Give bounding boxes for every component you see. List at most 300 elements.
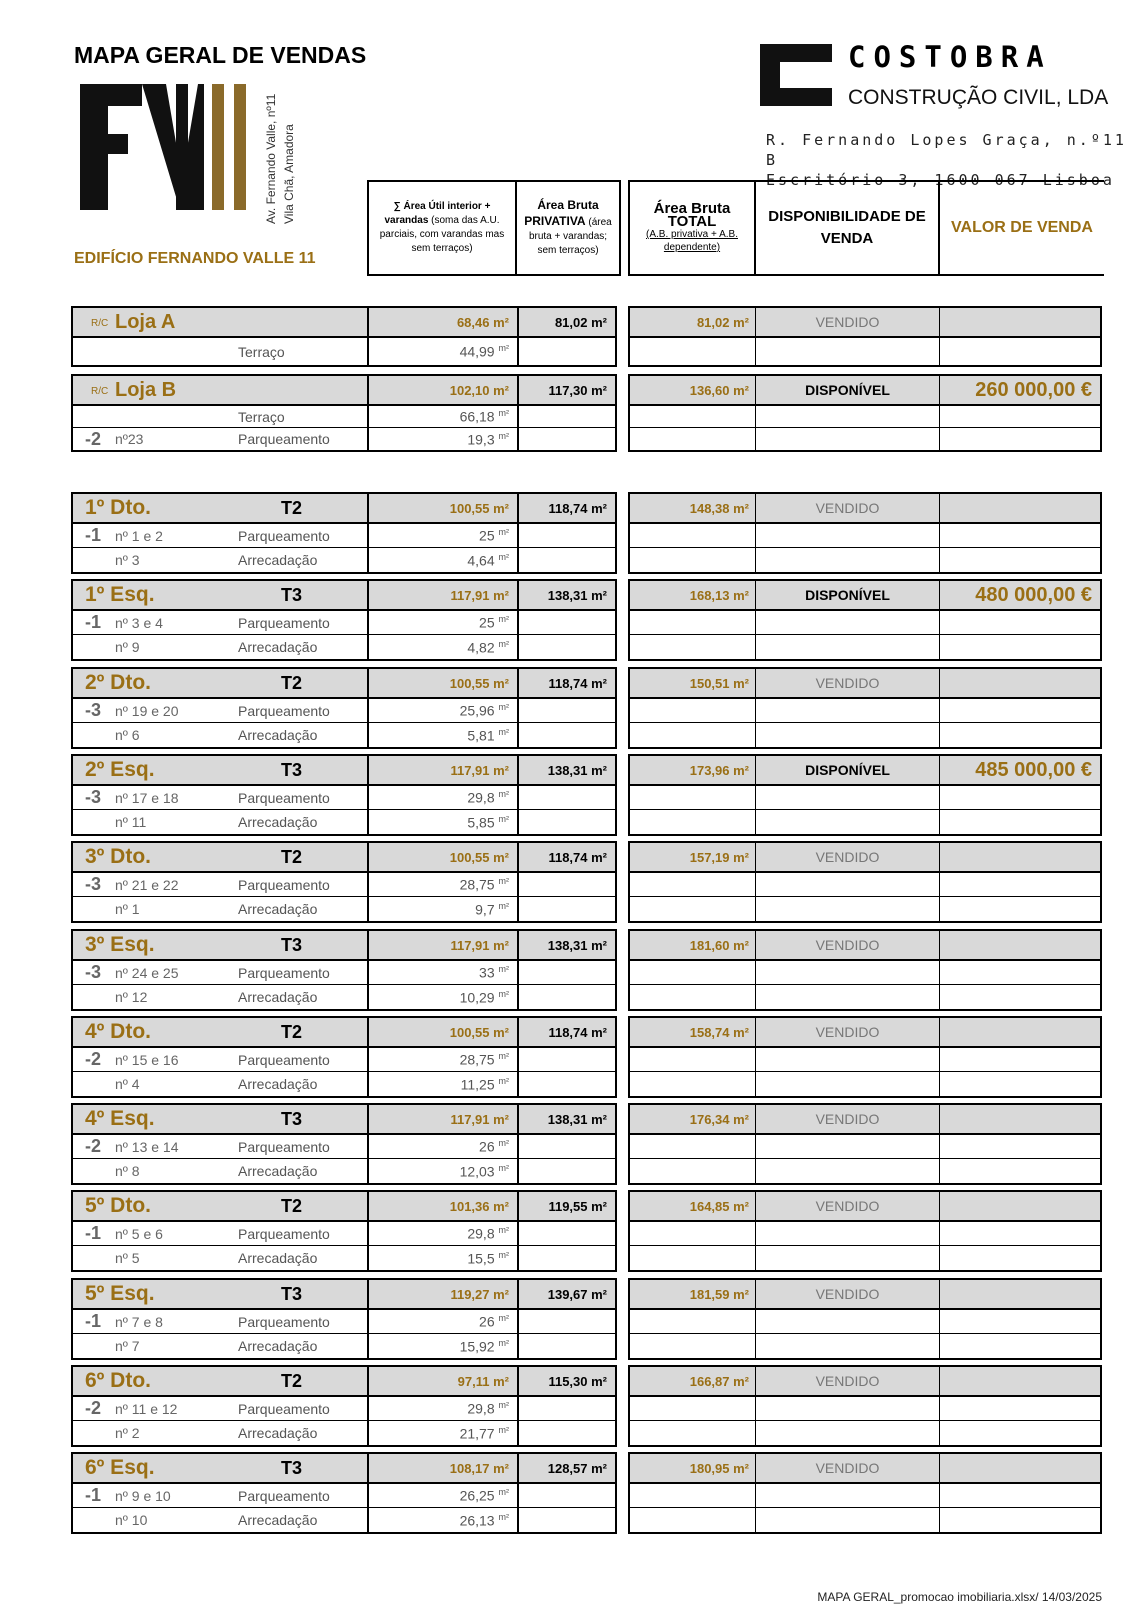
sub-area-value: 11,25 $^{m^2}$ (460, 1075, 509, 1093)
status-cell (756, 931, 940, 959)
place-number: nº 21 e 22 (115, 876, 179, 893)
sub-empty (940, 1159, 1100, 1183)
unit-label (73, 494, 369, 522)
sub-empty (940, 548, 1100, 572)
area-total-value: 180,95 m² (689, 1460, 749, 1476)
sub-label (73, 406, 369, 427)
sub-empty (630, 1048, 756, 1071)
sub-area-value: 28,75 $^{m^2}$ (459, 876, 509, 893)
price-cell (940, 1192, 1100, 1220)
sale-price: 260 000,00 € (975, 378, 1092, 401)
costobra-logo (760, 44, 850, 106)
sub-label (73, 548, 369, 572)
area-util-value: 117,91 m² (450, 587, 509, 603)
place-number: nº 5 e 6 (115, 1225, 163, 1242)
place-number: nº 6 (115, 727, 140, 743)
building-name: EDIFÍCIO FERNANDO VALLE 11 (74, 250, 316, 267)
level-label: -3 (85, 700, 102, 720)
place-type: Arrecadação (238, 727, 318, 743)
col-area-util: ∑ Área Útil interior + varandas (soma das A.U. parciais, com varandas mas sem terraços) (369, 182, 517, 274)
area-util-value: 100,55 m² (449, 849, 509, 865)
unit-typology: T3 (281, 1283, 303, 1304)
sub-area-cell (369, 961, 519, 984)
unit-m2: m² (498, 900, 509, 911)
sub-empty (940, 1048, 1100, 1071)
unit-name: 4º Dto. (85, 1020, 152, 1043)
unit-label (73, 931, 369, 959)
unit-label (73, 308, 369, 336)
area-privativa-value: 138,31 m² (547, 762, 607, 778)
sub-area-cell (369, 1310, 519, 1333)
unit-m2: m² (498, 876, 509, 887)
sub-empty (940, 1310, 1100, 1333)
unit-label (73, 1454, 369, 1482)
sub-empty (630, 1159, 756, 1183)
sub-empty (519, 1159, 615, 1183)
status-cell (756, 581, 940, 609)
place-type: Parqueamento (238, 614, 330, 631)
unit-typology: T2 (281, 497, 303, 518)
place-type: Arrecadação (238, 989, 318, 1005)
sub-empty (940, 1135, 1100, 1158)
place-type: Arrecadação (238, 1076, 318, 1092)
place-number: nº 11 (115, 814, 147, 830)
sub-empty (630, 1421, 756, 1445)
price-cell (940, 756, 1100, 784)
sub-empty (519, 723, 615, 747)
unit-m2: m² (498, 702, 509, 713)
unit-m2: m² (498, 726, 509, 737)
status-badge: VENDIDO (815, 314, 880, 330)
area-total-value: 166,87 m² (689, 1373, 749, 1389)
unit-m2: m² (498, 1424, 509, 1435)
unit-m2: m² (498, 1337, 509, 1348)
sub-empty (630, 611, 756, 634)
unit-typology: T2 (281, 1370, 303, 1391)
place-number: nº 10 (115, 1512, 148, 1528)
company-name: COSTOBRA (848, 40, 1052, 74)
sub-empty (940, 699, 1100, 722)
unit-m2: m² (498, 1400, 509, 1411)
logo-address: Av. Fernando Valle, nº11 Vila Chã, Amadora (264, 93, 296, 224)
place-number: nº 2 (115, 1425, 140, 1441)
sub-empty (519, 548, 615, 572)
area-privativa-value: 118,74 m² (548, 1024, 607, 1040)
area-privativa-cell (519, 1454, 615, 1482)
sub-empty (519, 338, 615, 365)
sub-empty (756, 810, 940, 834)
sub-empty (756, 1334, 940, 1358)
sub-empty (940, 1222, 1100, 1245)
unit-block-left (71, 1278, 617, 1360)
sub-empty (630, 524, 756, 547)
unit-m2: m² (498, 813, 509, 824)
unit-block-right (628, 1278, 1102, 1360)
area-total-value: 173,96 m² (689, 762, 749, 778)
sub-label (73, 873, 369, 896)
place-number: nº 5 (115, 1250, 140, 1266)
unit-block-right (628, 1016, 1102, 1098)
sub-area-cell (369, 723, 519, 747)
sub-area-cell (369, 1421, 519, 1445)
sub-label (73, 1246, 369, 1270)
sub-empty (756, 548, 940, 572)
sub-area-cell (369, 524, 519, 547)
unit-name: 3º Dto. (85, 845, 152, 868)
area-total-cell (630, 1192, 756, 1220)
unit-block-left (71, 667, 617, 749)
sub-empty (756, 1159, 940, 1183)
sub-empty (940, 428, 1100, 450)
sub-area-value: 4,64 $^{m^2}$ (467, 551, 509, 569)
place-number: nº 24 e 25 (115, 964, 179, 981)
status-badge: VENDIDO (815, 1373, 880, 1389)
status-badge: VENDIDO (815, 1286, 880, 1302)
unit-m2: m² (498, 964, 509, 975)
sub-area-value: 15,92 $^{m^2}$ (459, 1337, 509, 1355)
unit-name: Loja B (115, 378, 177, 401)
sub-area-cell (369, 1048, 519, 1071)
unit-block-left (71, 1452, 617, 1534)
sub-empty (519, 897, 615, 921)
sub-area-cell (369, 1508, 519, 1532)
area-total-cell (630, 1018, 756, 1046)
sub-label (73, 1508, 369, 1532)
area-total-cell (630, 843, 756, 871)
status-badge: VENDIDO (815, 1111, 880, 1127)
sub-empty (519, 1222, 615, 1245)
area-privativa-value: 139,67 m² (547, 1286, 607, 1302)
price-cell (940, 1454, 1100, 1482)
unit-block-left (71, 492, 617, 574)
status-cell (756, 669, 940, 697)
status-badge: VENDIDO (815, 1460, 880, 1476)
status-cell (756, 376, 940, 404)
sub-empty (756, 1135, 940, 1158)
sub-label (73, 635, 369, 659)
area-privativa-cell (519, 931, 615, 959)
place-number: nº 17 e 18 (115, 789, 179, 806)
sub-empty (630, 1397, 756, 1420)
unit-block-right (628, 492, 1102, 574)
unit-block-right (628, 841, 1102, 923)
area-util-value: 102,10 m² (449, 382, 509, 398)
sub-empty (940, 1397, 1100, 1420)
sub-empty (756, 723, 940, 747)
unit-m2: m² (498, 1249, 509, 1260)
sub-area-cell (369, 406, 519, 427)
sub-label (73, 1048, 369, 1071)
sub-empty (940, 786, 1100, 809)
sub-label (73, 1072, 369, 1096)
place-type: Terraço (238, 343, 285, 360)
sub-empty (940, 985, 1100, 1009)
place-number: nº 3 e 4 (115, 614, 163, 631)
unit-typology: T3 (281, 759, 303, 780)
sub-label (73, 810, 369, 834)
area-privativa-value: 128,57 m² (547, 1460, 607, 1476)
area-util-value: 101,36 m² (449, 1198, 509, 1214)
status-badge: VENDIDO (815, 937, 880, 953)
sub-empty (756, 786, 940, 809)
price-cell (940, 494, 1100, 522)
place-type: Parqueamento (238, 964, 330, 981)
place-number: nº 4 (115, 1076, 140, 1092)
sub-area-value: 26 $^{m^2}$ (479, 1138, 509, 1155)
sub-area-cell (369, 873, 519, 896)
unit-label (73, 1018, 369, 1046)
price-cell (940, 376, 1100, 404)
unit-typology: T2 (281, 1021, 303, 1042)
unit-block-left (71, 1103, 617, 1185)
sub-label (73, 1310, 369, 1333)
price-cell (940, 308, 1100, 336)
sub-label (73, 1222, 369, 1245)
unit-name: Loja A (115, 310, 176, 333)
col-valor: VALOR DE VENDA (951, 219, 1093, 236)
sub-area-value: 29,8 $^{m^2}$ (467, 1400, 509, 1417)
status-cell (756, 1454, 940, 1482)
unit-label (73, 756, 369, 784)
area-total-value: 157,19 m² (689, 849, 749, 865)
area-total-cell (630, 581, 756, 609)
sub-area-cell (369, 635, 519, 659)
place-type: Arrecadação (238, 901, 318, 917)
sub-empty (630, 985, 756, 1009)
place-number: nº 19 e 20 (115, 702, 179, 719)
sub-empty (940, 524, 1100, 547)
area-util-cell (369, 756, 519, 784)
area-util-value: 117,91 m² (450, 1111, 509, 1127)
sub-empty (630, 810, 756, 834)
sub-area-cell (369, 1072, 519, 1096)
sub-empty (519, 524, 615, 547)
area-util-cell (369, 1192, 519, 1220)
unit-block-left (71, 306, 617, 367)
unit-name: 6º Esq. (85, 1456, 155, 1479)
unit-label (73, 376, 369, 404)
unit-m2: m² (498, 430, 509, 441)
unit-name: 3º Esq. (85, 933, 155, 956)
area-privativa-value: 119,55 m² (548, 1198, 607, 1214)
place-type: Arrecadação (238, 552, 318, 568)
sub-area-cell (369, 1484, 519, 1507)
status-cell (756, 1018, 940, 1046)
place-type: Parqueamento (238, 1487, 330, 1504)
area-privativa-value: 138,31 m² (547, 937, 607, 953)
unit-typology: T2 (281, 672, 303, 693)
sub-area-cell (369, 338, 519, 365)
sub-area-cell (369, 1222, 519, 1245)
area-privativa-value: 117,30 m² (548, 382, 607, 398)
sub-empty (940, 810, 1100, 834)
unit-label (73, 1105, 369, 1133)
sub-empty (630, 1484, 756, 1507)
sub-empty (630, 786, 756, 809)
area-privativa-cell (519, 1280, 615, 1308)
unit-label (73, 1192, 369, 1220)
sub-empty (940, 635, 1100, 659)
level-label: -1 (85, 612, 102, 632)
sub-empty (630, 1072, 756, 1096)
sub-empty (756, 1222, 940, 1245)
sub-empty (519, 1508, 615, 1532)
unit-block-right (628, 579, 1102, 661)
unit-block-left (71, 1016, 617, 1098)
sub-label (73, 786, 369, 809)
place-type: Parqueamento (238, 1138, 330, 1155)
unit-block-left (71, 841, 617, 923)
place-type: Parqueamento (238, 431, 330, 447)
sub-area-cell (369, 1397, 519, 1420)
area-privativa-value: 118,74 m² (548, 849, 607, 865)
area-privativa-cell (519, 376, 615, 404)
sub-empty (630, 428, 756, 450)
sub-empty (940, 1072, 1100, 1096)
level-label: -1 (85, 1223, 102, 1243)
sub-empty (630, 1310, 756, 1333)
area-privativa-value: 138,31 m² (547, 1111, 607, 1127)
sub-area-value: 25 $^{m^2}$ (479, 527, 509, 544)
place-type: Parqueamento (238, 702, 330, 719)
sub-label (73, 897, 369, 921)
sub-empty (940, 897, 1100, 921)
level-label: -2 (85, 1049, 102, 1069)
status-cell (756, 756, 940, 784)
level-label: -2 (85, 428, 102, 449)
unit-block-right (628, 1365, 1102, 1447)
place-type: Arrecadação (238, 639, 318, 655)
area-privativa-value: 81,02 m² (554, 314, 607, 330)
unit-typology: T3 (281, 1457, 303, 1478)
unit-label (73, 1367, 369, 1395)
sub-empty (940, 338, 1100, 365)
price-cell (940, 1280, 1100, 1308)
sub-empty (630, 1334, 756, 1358)
unit-m2: m² (498, 408, 509, 419)
area-total-value: 181,60 m² (689, 937, 749, 953)
sub-empty (940, 873, 1100, 896)
col-disponibilidade: DISPONIBILIDADE DE VENDA (756, 182, 940, 274)
sub-empty (519, 961, 615, 984)
place-type: Arrecadação (238, 1163, 318, 1179)
area-privativa-cell (519, 843, 615, 871)
area-total-cell (630, 1454, 756, 1482)
price-cell (940, 669, 1100, 697)
status-cell (756, 1105, 940, 1133)
sub-empty (756, 961, 940, 984)
sub-empty (630, 1222, 756, 1245)
area-util-value: 117,91 m² (450, 937, 509, 953)
unit-m2: m² (498, 638, 509, 649)
area-total-value: 164,85 m² (689, 1198, 749, 1214)
unit-m2: m² (498, 1511, 509, 1522)
status-cell (756, 1367, 940, 1395)
unit-name: 4º Esq. (85, 1107, 155, 1130)
sub-label (73, 1397, 369, 1420)
sub-empty (756, 1421, 940, 1445)
unit-m2: m² (498, 1487, 509, 1498)
place-number: nº 15 e 16 (115, 1051, 179, 1068)
area-total-cell (630, 1105, 756, 1133)
unit-m2: m² (498, 527, 509, 538)
area-util-cell (369, 308, 519, 336)
sub-empty (630, 699, 756, 722)
area-util-cell (369, 843, 519, 871)
area-privativa-value: 118,74 m² (548, 675, 607, 691)
place-type: Parqueamento (238, 527, 330, 544)
area-total-value: 136,60 m² (689, 382, 749, 398)
place-type: Terraço (238, 408, 285, 425)
area-privativa-value: 115,30 m² (548, 1373, 607, 1389)
area-privativa-cell (519, 1192, 615, 1220)
sub-area-cell (369, 897, 519, 921)
status-badge: DISPONÍVEL (805, 382, 890, 398)
area-privativa-cell (519, 581, 615, 609)
sub-empty (940, 1246, 1100, 1270)
sub-empty (519, 1334, 615, 1358)
sub-area-cell (369, 611, 519, 634)
unit-m2: m² (498, 343, 509, 354)
unit-typology: T3 (281, 584, 303, 605)
unit-block-right (628, 667, 1102, 749)
area-total-value: 168,13 m² (689, 587, 749, 603)
sub-empty (630, 961, 756, 984)
sub-empty (630, 897, 756, 921)
place-type: Parqueamento (238, 789, 330, 806)
sub-empty (940, 1484, 1100, 1507)
place-type: Parqueamento (238, 1313, 330, 1330)
sub-label (73, 524, 369, 547)
sub-empty (756, 1246, 940, 1270)
sub-area-value: 66,18 $^{m^2}$ (459, 408, 509, 425)
area-util-cell (369, 1367, 519, 1395)
level-label: -3 (85, 787, 102, 807)
price-cell (940, 1367, 1100, 1395)
unit-block-right (628, 306, 1102, 367)
area-privativa-value: 118,74 m² (548, 500, 607, 516)
place-number: nº 3 (115, 552, 140, 568)
unit-label (73, 1280, 369, 1308)
sub-area-value: 4,82 $^{m^2}$ (467, 638, 509, 656)
sub-label (73, 1484, 369, 1507)
sub-area-cell (369, 699, 519, 722)
sub-empty (756, 428, 940, 450)
level-label: -2 (85, 1398, 102, 1418)
column-header-left (367, 180, 621, 276)
sub-area-cell (369, 810, 519, 834)
area-util-value: 100,55 m² (449, 1024, 509, 1040)
sub-empty (519, 985, 615, 1009)
sub-empty (940, 723, 1100, 747)
unit-m2: m² (498, 1138, 509, 1149)
sub-empty (756, 635, 940, 659)
area-total-cell (630, 376, 756, 404)
sub-empty (756, 1484, 940, 1507)
place-type: Arrecadação (238, 1338, 318, 1354)
unit-name: 2º Dto. (85, 671, 152, 694)
sale-price: 480 000,00 € (975, 583, 1092, 606)
sub-empty (630, 1246, 756, 1270)
sub-area-value: 21,77 $^{m^2}$ (459, 1424, 509, 1442)
area-total-cell (630, 1367, 756, 1395)
place-type: Arrecadação (238, 1512, 318, 1528)
unit-label (73, 843, 369, 871)
unit-block-right (628, 374, 1102, 452)
sub-empty (630, 1135, 756, 1158)
column-header-right (628, 180, 1104, 276)
sub-empty (519, 873, 615, 896)
